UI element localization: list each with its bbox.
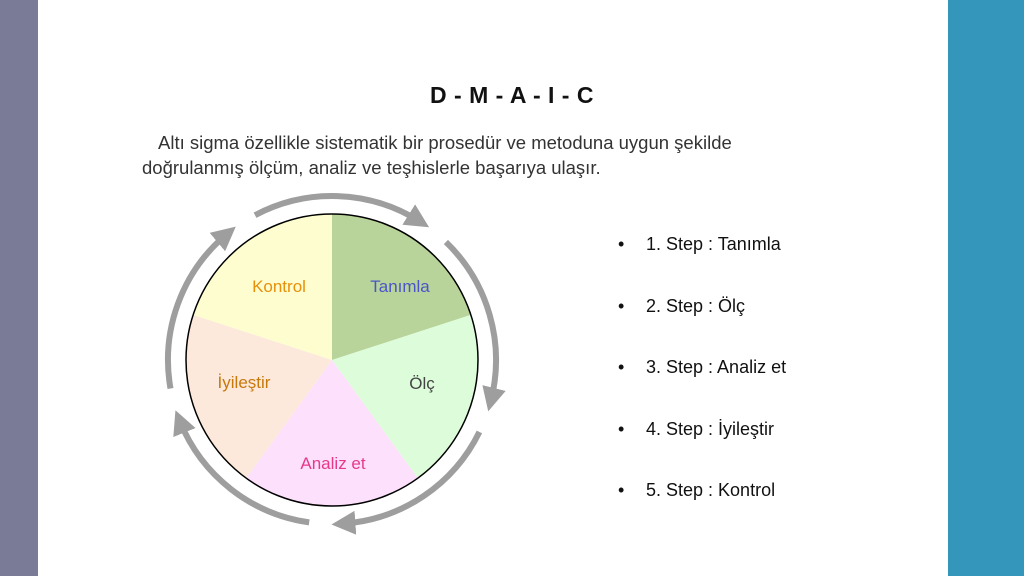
bullet-icon: • xyxy=(618,295,625,316)
bullet-icon: • xyxy=(618,480,625,500)
segment-label-measure: Ölç xyxy=(409,374,435,393)
intro-line-2: doğrulanmış ölçüm, analiz ve teşhislerle başarıya ulaşır. xyxy=(142,157,601,178)
steps-list xyxy=(612,234,786,542)
segment-label-define: Tanımla xyxy=(370,277,430,296)
step-text: 3. Step : Analiz et xyxy=(646,357,787,377)
bullet-icon: • xyxy=(618,418,625,439)
step-item xyxy=(612,357,786,419)
segment-label-control: Kontrol xyxy=(252,277,306,296)
intro-line-1: Altı sigma özellikle sistematik bir prosedür ve metoduna uygun şekilde xyxy=(158,132,732,153)
bullet-icon: • xyxy=(618,357,625,377)
step-item xyxy=(612,419,786,481)
step-item xyxy=(612,480,786,542)
intro-paragraph xyxy=(142,130,842,180)
bullet-icon: • xyxy=(618,234,625,254)
step-text: 1. Step : Tanımla xyxy=(646,234,781,254)
step-text: 2. Step : Ölç xyxy=(646,295,746,316)
step-item xyxy=(612,296,786,358)
segment-label-analyze: Analiz et xyxy=(300,454,366,473)
step-text: 5. Step : Kontrol xyxy=(646,480,776,500)
segment-label-improve: İyileştir xyxy=(217,373,271,392)
step-item xyxy=(612,234,786,296)
slide-title: D - M - A - I - C xyxy=(430,82,594,108)
dmaic-cycle-diagram xyxy=(140,190,530,540)
step-text: 4. Step : İyileştir xyxy=(646,418,775,439)
